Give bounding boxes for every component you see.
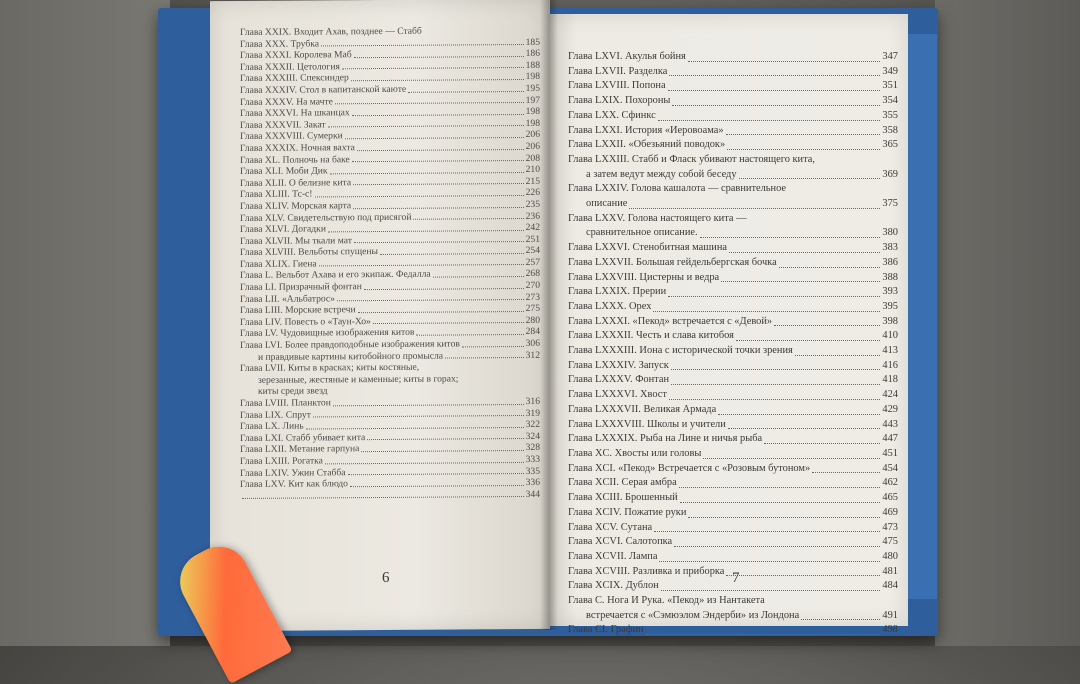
toc-entry-page: 235 [525,198,540,210]
toc-entry [568,285,898,300]
toc-leader-dots [361,450,523,452]
toc-entry-page: 498 [882,624,898,636]
toc-entry [568,138,898,153]
toc-leader-dots [629,208,880,209]
toc-entry-page: 465 [882,492,898,504]
toc-leader-dots [727,149,880,150]
toc-entry [568,476,898,491]
toc-entry-title: Глава LXXXIV. Запуск [568,359,669,371]
toc-entry-title: Глава LX. Линь [240,420,304,433]
toc-entry [568,94,898,109]
toc-entry-page: 480 [882,550,898,562]
toc-entry [568,182,898,197]
table-surface-left [0,0,170,646]
toc-entry [568,79,898,94]
toc-entry-page: 306 [525,337,540,350]
toc-entry [568,623,898,638]
toc-entry-title: Глава LXXIII. Стабб и Фласк убивают настоящего кита, [568,153,815,165]
toc-entry-page: 206 [525,129,540,141]
toc-entry-page: 355 [882,109,898,121]
toc-entry-page: 328 [525,442,540,454]
toc-entry-title: киты среди звезд [258,385,328,398]
toc-entry-title: Глава XCIX. Дублон [568,580,659,592]
toc-entry-title: Глава XLIX. Гиена [240,258,317,270]
toc-entry [568,109,898,124]
toc-entry-page: 273 [525,291,540,303]
toc-entry-title: Глава XLIV. Морская карта [240,200,352,212]
toc-leader-dots [408,91,523,93]
toc-entry-title: Глава LXXVII. Большая гейдельбергская бочка [568,256,777,268]
toc-entry-page: 375 [882,198,898,210]
toc-entry-title: Глава LXVIII. Попона [568,80,666,92]
toc-leader-dots [328,125,524,127]
toc-entry-page: 322 [525,419,540,431]
toc-leader-dots [337,299,524,301]
toc-entry-page: 208 [525,152,540,164]
toc-leader-dots [353,183,523,185]
toc-entry-title: Глава XLIII. Тс-с! [240,188,313,201]
toc-entry-page: 333 [525,453,540,465]
toc-entry-title: Глава LXIV. Ужин Стабба [240,466,346,479]
toc-entry-title: Глава XXXI. Королева Маб [240,49,352,62]
toc-entry-title: Глава LXXIX. Прерии [568,286,667,298]
toc-entry-title: Глава XCII. Серая амбра [568,477,677,489]
toc-leader-dots [319,264,524,266]
toc-entry-page: 198 [525,117,540,129]
toc-leader-dots [671,384,880,385]
toc-entry [568,168,898,183]
toc-entry-page: 319 [525,407,540,419]
toc-leader-dots [321,44,524,46]
toc-leader-dots [358,311,524,313]
toc-entry-title: Глава XC. Хвосты или головы [568,447,702,459]
toc-entry-title: Глава LXXXV. Фонтан [568,374,670,386]
toc-entry-title: Глава XXXIII. Спексиндер [240,72,349,85]
toc-entry-title: Глава LXXXVIII. Школы и учители [568,418,726,430]
toc-entry-page: 469 [882,506,898,518]
toc-entry-page: 475 [882,536,898,548]
toc-leader-dots [700,237,881,238]
toc-entry-title: Глава XCVIII. Разливка и приборка [568,565,725,577]
toc-entry-title: Глава XCVII. Лампа [568,550,658,562]
toc-leader-dots [680,502,881,503]
toc-entry [568,521,898,536]
toc-entry-page: 198 [525,71,540,83]
toc-entry [240,489,540,503]
toc-leader-dots [812,472,880,473]
toc-entry-title: Глава LXVII. Разделка [568,65,668,77]
toc-entry-title: Глава LIII. Морские встречи [240,304,356,317]
toc-entry-title: Глава LII. «Альбатрос» [240,292,335,305]
toc-entry-page: 443 [882,418,898,430]
toc-entry-page: 185 [525,36,540,48]
toc-entry [568,300,898,315]
toc-entry-page: 413 [882,345,898,357]
toc-entry-page: 280 [525,314,540,326]
toc-leader-dots [328,230,524,232]
toc-leader-dots [354,241,524,243]
toc-entry-page: 349 [882,65,898,77]
toc-leader-dots [373,322,524,324]
toc-entry-title: Глава LXXV. Голова настоящего кита — [568,212,747,224]
toc-leader-dots [703,458,880,459]
toc-leader-dots [350,485,524,487]
toc-entry-title: и правдивые картины китобойного промысла [258,350,444,363]
toc-entry-title: Глава XCI. «Пекод» Встречается с «Розовым бутоном» [568,462,811,474]
toc-leader-dots [416,334,523,336]
right-toc-list [568,50,898,638]
toc-entry [568,403,898,418]
toc-leader-dots [342,67,524,69]
toc-entry-page: 335 [525,465,540,477]
toc-leader-dots [669,75,880,76]
toc-entry [568,212,898,227]
toc-entry-title: Глава LXXXII. Честь и слава китобоя [568,330,734,342]
toc-leader-dots [352,160,524,162]
toc-entry-page: 398 [882,315,898,327]
toc-leader-dots [721,281,880,282]
toc-entry [568,432,898,447]
toc-entry-title: Глава LXV. Кит как блюдо [240,478,348,491]
toc-leader-dots [348,473,524,475]
toc-leader-dots [659,561,880,562]
toc-leader-dots [242,496,524,499]
toc-entry-page: 369 [882,168,898,180]
toc-entry-page: 418 [882,374,898,386]
toc-entry-page: 344 [525,488,540,500]
toc-leader-dots [325,462,524,464]
toc-entry-page: 268 [525,268,540,280]
toc-entry-page: 215 [525,175,540,187]
toc-entry [568,50,898,65]
toc-entry-title: Глава LXI. Стабб убивает кита [240,431,366,444]
toc-entry-page: 354 [882,95,898,107]
toc-leader-dots [351,79,524,81]
toc-entry-page: 198 [525,106,540,118]
toc-entry-page: 429 [882,403,898,415]
toc-entry-title: описание [586,198,628,210]
toc-entry-title: Глава XCV. Сутана [568,521,653,533]
toc-leader-dots [315,195,524,197]
left-toc-list [240,25,540,502]
toc-entry-title: Глава LIX. Спрут [240,409,311,421]
book-gutter [540,0,558,630]
toc-entry-page: 481 [882,565,898,577]
toc-entry-page: 491 [882,609,898,621]
toc-entry-title: Глава XXXV. На мачте [240,95,333,108]
toc-entry-title: Глава XXXII. Цетология [240,61,340,73]
toc-leader-dots [345,137,524,139]
toc-entry-title: Глава LXXXVII. Великая Армада [568,403,717,415]
toc-entry-page: 324 [525,430,540,442]
toc-entry-title: Глава XLVI. Догадки [240,223,326,236]
toc-entry [568,65,898,80]
toc-entry-page: 454 [882,462,898,474]
toc-entry-title: встречается с «Сэмюэлом Эндерби» из Лондона [586,609,800,621]
toc-leader-dots [779,267,881,268]
toc-entry-page: 393 [882,286,898,298]
toc-leader-dots [726,134,881,135]
toc-entry-title: Глава LXVI. Акулья бойня [568,51,686,62]
toc-entry-page: 451 [882,447,898,459]
toc-leader-dots [671,369,881,370]
toc-entry-title: зерезанные, жестяные и каменные; киты в горах; [258,373,459,386]
toc-entry-title: Глава LXXI. История «Иеровоама» [568,124,724,136]
toc-leader-dots [330,172,524,174]
toc-entry-page: 236 [525,210,540,222]
toc-entry [568,535,898,550]
toc-entry-title: Глава LI. Призрачный фонтан [240,281,362,294]
toc-entry-page: 186 [525,48,540,60]
toc-entry-title: Глава LXXVI. Стенобитная машина [568,242,728,254]
toc-entry-page: 447 [882,433,898,445]
toc-leader-dots [462,346,524,347]
toc-entry-title: Глава LXIII. Рогатка [240,455,323,467]
toc-entry-title: Глава LXIX. Похороны [568,95,671,107]
right-page-number: 7 [732,570,740,586]
toc-leader-dots [774,325,880,326]
toc-entry-title: Глава LXXXIII. Иона с исторической точки зрения [568,345,793,357]
toc-entry [568,594,898,609]
toc-entry-title: а затем ведут между собой беседу [586,168,737,180]
toc-entry [568,550,898,565]
toc-leader-dots [688,61,881,62]
toc-entry-title: Глава XXIX. Входит Ахав, позднее — Стабб [240,25,422,38]
toc-entry [568,359,898,374]
toc-leader-dots [653,311,880,312]
toc-entry-title: Глава XLI. Моби Дик [240,165,328,178]
toc-entry-page: 365 [882,139,898,151]
toc-entry-title: Глава XCIII. Брошенный [568,492,678,504]
toc-entry-title: Глава XXXVII. Закат [240,119,326,131]
toc-entry [568,373,898,388]
toc-entry-page: 347 [882,51,898,62]
toc-leader-dots [413,218,523,220]
book-cover-edge [905,34,937,599]
toc-entry-page: 188 [525,59,540,71]
toc-entry-page: 358 [882,124,898,136]
toc-entry-title: Глава LXXXI. «Пекод» встречается с «Девой» [568,315,773,327]
toc-entry-title: Глава LVII. Киты в красках; киты костяные, [240,361,420,375]
toc-entry-title: Глава XCIV. Пожатие руки [568,506,687,518]
toc-entry-page: 312 [525,349,540,361]
toc-entry [568,506,898,521]
toc-leader-dots [728,428,881,429]
toc-leader-dots [729,252,880,253]
toc-entry [568,315,898,330]
toc-entry-page: 386 [882,256,898,268]
toc-leader-dots [688,517,880,518]
toc-entry-title: Глава LXXXIX. Рыба на Лине и ничья рыба [568,433,763,445]
toc-leader-dots [654,531,880,532]
toc-entry-page: 226 [525,187,540,199]
toc-leader-dots [380,253,524,255]
toc-leader-dots [668,296,880,297]
table-surface-right [935,0,1080,646]
toc-entry-page: 242 [525,221,540,234]
toc-leader-dots [367,438,523,440]
toc-leader-dots [736,340,881,341]
toc-entry-page: 254 [525,245,540,257]
toc-entry-page: 388 [882,271,898,283]
toc-entry-page: 416 [882,359,898,371]
toc-leader-dots [674,546,880,547]
toc-entry-title: Глава XXXIX. Ночная вахта [240,142,355,154]
toc-entry-page: 251 [525,233,540,245]
toc-entry [568,329,898,344]
toc-entry-page: 462 [882,477,898,489]
toc-entry [568,388,898,403]
toc-leader-dots [445,357,524,359]
toc-leader-dots [333,404,524,406]
toc-entry [568,256,898,271]
toc-entry-title: Глава LVI. Более правдоподобные изображения китов [240,338,460,352]
toc-entry-title: Глава XLV. Свидетельствую под присягой [240,211,412,224]
toc-entry [568,447,898,462]
toc-entry [568,609,898,624]
toc-entry-title: Глава XL. Полночь на баке [240,153,350,166]
toc-entry-title: Глава XLII. О белизне кита [240,176,352,189]
toc-entry-title: Глава LV. Чудовищные изображения китов [240,327,415,340]
toc-leader-dots [646,634,881,635]
toc-leader-dots [357,149,524,151]
toc-entry [568,197,898,212]
toc-leader-dots [679,487,881,488]
toc-entry-title: Глава LXXIV. Голова кашалота — сравнительное [568,183,787,195]
toc-entry-title: Глава LXXII. «Обезьяний поводок» [568,139,726,151]
toc-leader-dots [801,619,880,620]
toc-leader-dots [661,590,881,591]
toc-entry-page: 336 [525,477,540,489]
toc-entry-page: 206 [525,140,540,152]
toc-entry-page: 380 [882,227,898,239]
toc-entry-title: Глава XXXIV. Стол в капитанской каюте [240,83,407,96]
toc-entry-page: 284 [525,326,540,338]
right-page [548,14,908,636]
toc-entry [568,241,898,256]
toc-entry-title: Глава С. Нога И Рука. «Пекод» из Нантакета [568,595,765,607]
toc-entry-title: Глава LIV. Повесть о «Таун-Хо» [240,315,371,328]
toc-entry-title: Глава L. Вельбот Ахава и его экипаж. Федалла [240,269,431,282]
toc-leader-dots [669,399,880,400]
toc-leader-dots [353,206,523,208]
toc-entry-title: Глава LXXXVI. Хвост [568,389,667,401]
toc-leader-dots [354,56,524,58]
toc-leader-dots [433,276,524,278]
toc-entry-title: Глава LVIII. Планктон [240,397,331,409]
toc-leader-dots [352,114,524,116]
toc-entry-title: Глава XLVII. Мы ткали мат [240,234,352,247]
toc-entry [568,344,898,359]
toc-leader-dots [672,105,880,106]
toc-entry-title: Глава LXII. Метание гарпуна [240,443,360,456]
toc-leader-dots [668,90,881,91]
toc-entry [568,271,898,286]
toc-entry-title: сравнительное описание. [586,227,698,239]
left-page-number: 6 [382,569,390,586]
toc-entry-page: 195 [525,82,540,94]
toc-entry-page: 257 [525,256,540,268]
toc-entry-title: Глава LXX. Сфинкс [568,109,656,121]
toc-entry-page: 383 [882,242,898,254]
toc-entry-page: 270 [525,279,540,292]
toc-entry-page: 351 [882,80,898,92]
toc-entry-title: Глава XXXVI. На шканцах [240,107,350,120]
toc-leader-dots [764,443,880,444]
toc-entry-page: 275 [525,303,540,315]
toc-leader-dots [726,575,880,576]
toc-entry-page: 395 [882,300,898,312]
toc-leader-dots [313,415,524,417]
toc-entry-page: 424 [882,389,898,401]
toc-entry [568,226,898,241]
toc-entry-page: 484 [882,580,898,592]
toc-entry-title: Глава CI. Графин [568,624,644,636]
toc-leader-dots [739,178,881,179]
toc-entry-page: 473 [882,521,898,533]
toc-entry [568,491,898,506]
left-page [210,0,550,631]
toc-leader-dots [795,355,881,356]
toc-leader-dots [364,288,524,290]
toc-leader-dots [306,427,524,430]
toc-entry [568,124,898,139]
toc-entry-title: Глава XXXVIII. Сумерки [240,130,343,143]
toc-entry-page: 410 [882,330,898,342]
toc-entry [568,153,898,168]
toc-entry-title: Глава XLVIII. Вельботы спущены [240,246,378,259]
toc-entry-page: 210 [525,164,540,176]
toc-entry [568,462,898,477]
toc-entry-title: Глава LXXX. Орех [568,300,652,312]
toc-entry-page: 197 [525,94,540,106]
toc-entry-title: Глава XCVI. Салотопка [568,536,673,548]
toc-entry-title: Глава LXXVIII. Цистерны и ведра [568,271,720,283]
toc-leader-dots [335,102,524,104]
toc-entry [568,418,898,433]
toc-leader-dots [658,120,881,121]
toc-entry-page: 316 [525,395,540,407]
toc-leader-dots [718,414,880,415]
toc-entry-title: Глава XXX. Трубка [240,38,320,50]
